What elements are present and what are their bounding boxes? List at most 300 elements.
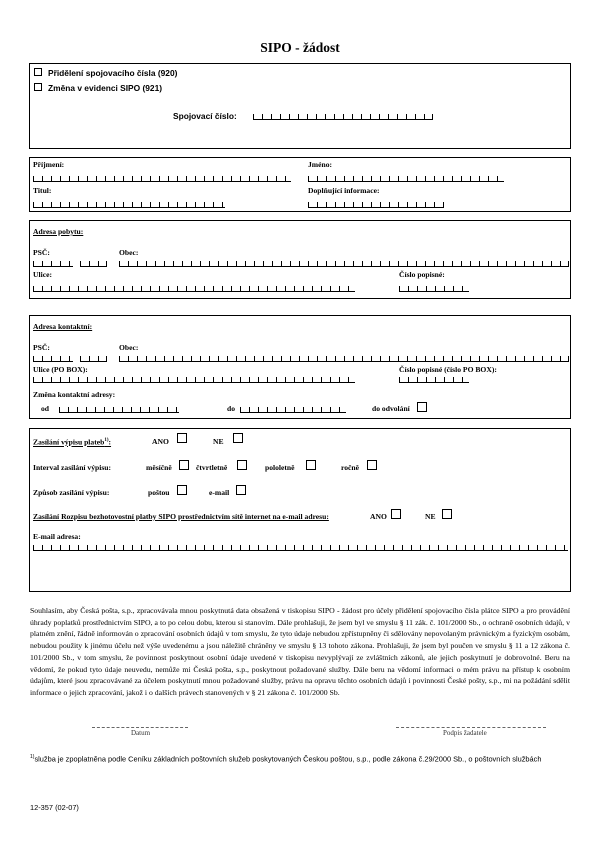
comb-tick xyxy=(68,407,69,412)
comb-tick xyxy=(60,261,61,266)
comb-tick xyxy=(344,202,345,207)
comb-tick xyxy=(137,356,138,361)
comb-tick xyxy=(276,176,277,181)
comb-tick xyxy=(317,202,318,207)
comb-tick xyxy=(411,545,412,550)
comb-tick xyxy=(258,377,259,382)
comb-tick xyxy=(344,261,345,266)
comb-tick xyxy=(488,356,489,361)
until-revoked-checkbox[interactable] xyxy=(417,402,427,412)
comb-tick xyxy=(470,261,471,266)
comb-tick xyxy=(258,545,259,550)
contact-number-field[interactable] xyxy=(399,378,469,383)
comb-tick xyxy=(51,261,52,266)
contact-psc-field-a[interactable] xyxy=(33,357,73,362)
comb-tick xyxy=(78,176,79,181)
change-from-field[interactable] xyxy=(59,408,179,413)
comb-tick xyxy=(285,545,286,550)
comb-tick xyxy=(362,202,363,207)
comb-tick xyxy=(231,286,232,291)
comb-tick xyxy=(389,176,390,181)
comb-tick xyxy=(149,407,150,412)
footnote-ref: 1) xyxy=(104,438,109,443)
comb-tick xyxy=(276,545,277,550)
comb-tick xyxy=(408,286,409,291)
comb-tick xyxy=(408,377,409,382)
comb-tick xyxy=(474,545,475,550)
comb-tick xyxy=(240,286,241,291)
comb-tick xyxy=(434,176,435,181)
residence-street-label: Ulice: xyxy=(33,270,52,279)
comb-tick xyxy=(303,377,304,382)
comb-tick xyxy=(434,202,435,207)
comb-tick xyxy=(33,286,34,291)
comb-tick xyxy=(227,356,228,361)
comb-tick xyxy=(389,356,390,361)
comb-tick xyxy=(551,356,552,361)
comb-tick xyxy=(33,261,34,266)
comb-tick xyxy=(236,261,237,266)
comb-tick xyxy=(285,176,286,181)
comb-tick xyxy=(119,356,120,361)
comb-tick xyxy=(132,202,133,207)
comb-tick xyxy=(51,356,52,361)
connection-number-label: Spojovací číslo: xyxy=(173,111,237,121)
monthly-label: měsíčně xyxy=(146,463,172,472)
page-title: SIPO - žádost xyxy=(260,40,340,55)
comb-tick xyxy=(344,356,345,361)
comb-tick xyxy=(80,356,81,361)
comb-tick xyxy=(105,545,106,550)
comb-tick xyxy=(141,377,142,382)
statement-yes-checkbox[interactable] xyxy=(177,433,187,443)
comb-tick xyxy=(380,261,381,266)
comb-tick xyxy=(407,356,408,361)
comb-tick xyxy=(69,286,70,291)
contact-obec-field[interactable] xyxy=(119,357,569,362)
email-method-checkbox[interactable] xyxy=(236,485,246,495)
comb-tick xyxy=(267,377,268,382)
comb-tick xyxy=(289,114,290,119)
comb-tick xyxy=(326,261,327,266)
residence-psc-label: PSČ: xyxy=(33,248,50,257)
comb-tick xyxy=(33,545,34,550)
comb-tick xyxy=(362,261,363,266)
contact-street-field[interactable] xyxy=(33,378,355,383)
comb-tick xyxy=(240,377,241,382)
comb-tick xyxy=(334,114,335,119)
residence-heading: Adresa pobytu: xyxy=(33,227,84,236)
comb-tick xyxy=(106,261,107,266)
comb-tick xyxy=(146,356,147,361)
comb-tick xyxy=(303,545,304,550)
comb-tick xyxy=(132,545,133,550)
comb-tick xyxy=(321,407,322,412)
comb-tick xyxy=(218,261,219,266)
comb-tick xyxy=(159,377,160,382)
monthly-checkbox[interactable] xyxy=(179,460,189,470)
comb-tick xyxy=(461,356,462,361)
comb-tick xyxy=(462,377,463,382)
comb-tick xyxy=(231,176,232,181)
comb-tick xyxy=(177,202,178,207)
comb-tick xyxy=(119,261,120,266)
comb-tick xyxy=(326,356,327,361)
comb-tick xyxy=(195,377,196,382)
comb-tick xyxy=(303,286,304,291)
comb-tick xyxy=(177,176,178,181)
comb-tick xyxy=(425,176,426,181)
comb-tick xyxy=(191,356,192,361)
comb-tick xyxy=(339,377,340,382)
comb-tick xyxy=(231,545,232,550)
comb-tick xyxy=(176,407,177,412)
comb-tick xyxy=(186,545,187,550)
comb-tick xyxy=(335,202,336,207)
comb-tick xyxy=(380,202,381,207)
residence-number-field[interactable] xyxy=(399,287,469,292)
half-yearly-label: pololetně xyxy=(265,463,295,472)
comb-tick xyxy=(330,377,331,382)
comb-tick xyxy=(158,407,159,412)
comb-tick xyxy=(492,545,493,550)
comb-tick xyxy=(132,286,133,291)
comb-tick xyxy=(362,176,363,181)
signature-label: Podpis žadatele xyxy=(443,729,487,737)
comb-tick xyxy=(285,407,286,412)
comb-tick xyxy=(371,202,372,207)
residence-street-field[interactable] xyxy=(33,287,355,292)
comb-tick xyxy=(280,114,281,119)
comb-tick xyxy=(87,202,88,207)
comb-tick xyxy=(312,407,313,412)
comb-tick xyxy=(551,261,552,266)
comb-tick xyxy=(438,545,439,550)
comb-tick xyxy=(168,377,169,382)
comb-tick xyxy=(204,286,205,291)
comb-tick xyxy=(435,377,436,382)
comb-tick xyxy=(209,261,210,266)
comb-tick xyxy=(276,377,277,382)
comb-tick xyxy=(51,377,52,382)
comb-tick xyxy=(98,261,99,266)
comb-tick xyxy=(42,202,43,207)
comb-tick xyxy=(339,407,340,412)
form-id: 12-357 (02-07) xyxy=(30,803,79,812)
checkbox-assignment[interactable] xyxy=(34,68,42,76)
comb-tick xyxy=(168,286,169,291)
comb-tick xyxy=(131,407,132,412)
comb-tick xyxy=(200,261,201,266)
comb-tick xyxy=(113,407,114,412)
comb-tick xyxy=(299,356,300,361)
email-address-label: E-mail adresa: xyxy=(33,532,81,541)
comb-tick xyxy=(533,261,534,266)
comb-tick xyxy=(420,545,421,550)
comb-tick xyxy=(330,407,331,412)
residence-obec-field[interactable] xyxy=(119,262,569,267)
comb-tick xyxy=(105,176,106,181)
comb-tick xyxy=(281,261,282,266)
comb-tick xyxy=(33,377,34,382)
comb-tick xyxy=(399,286,400,291)
comb-tick xyxy=(204,377,205,382)
comb-tick xyxy=(258,176,259,181)
comb-tick xyxy=(528,545,529,550)
comb-tick xyxy=(249,377,250,382)
quarterly-label: čtvrtletně xyxy=(196,463,228,472)
comb-tick xyxy=(371,261,372,266)
comb-tick xyxy=(416,176,417,181)
breakdown-label: Zasílání Rozpisu bezhotovostní platby SIPO prostřednictvím sítě internet na e-mail adresu: xyxy=(33,512,329,521)
quarterly-checkbox[interactable] xyxy=(237,460,247,470)
comb-tick xyxy=(123,545,124,550)
comb-tick xyxy=(330,545,331,550)
comb-tick xyxy=(444,286,445,291)
comb-tick xyxy=(258,286,259,291)
comb-tick xyxy=(218,356,219,361)
comb-tick xyxy=(444,377,445,382)
comb-tick xyxy=(276,286,277,291)
comb-tick xyxy=(227,261,228,266)
surname-field[interactable] xyxy=(33,177,291,182)
date-label: Datum xyxy=(131,729,151,737)
comb-tick xyxy=(195,545,196,550)
comb-tick xyxy=(254,356,255,361)
comb-tick xyxy=(393,545,394,550)
footnote-text: služba je zpoplatněna podle Ceníku základních poštovních služeb poskytovaných Českou poštou, s.p., podle zákona č.29/2000 Sb., o poštovních službách xyxy=(34,754,542,764)
comb-tick xyxy=(60,202,61,207)
comb-tick xyxy=(325,114,326,119)
comb-tick xyxy=(69,202,70,207)
comb-tick xyxy=(78,377,79,382)
comb-tick xyxy=(262,114,263,119)
comb-tick xyxy=(407,261,408,266)
comb-tick xyxy=(425,261,426,266)
comb-tick xyxy=(479,176,480,181)
comb-tick xyxy=(222,545,223,550)
interval-label: Interval zasílání výpisu: xyxy=(33,463,112,472)
comb-tick xyxy=(167,407,168,412)
comb-tick xyxy=(344,176,345,181)
breakdown-yes-label: ANO xyxy=(370,512,387,521)
comb-tick xyxy=(137,261,138,266)
comb-tick xyxy=(195,202,196,207)
comb-tick xyxy=(330,286,331,291)
comb-tick xyxy=(195,176,196,181)
statement-no-checkbox[interactable] xyxy=(233,433,243,443)
title-field[interactable] xyxy=(33,203,225,208)
comb-tick xyxy=(222,286,223,291)
comb-tick xyxy=(96,202,97,207)
comb-tick xyxy=(425,356,426,361)
comb-tick xyxy=(294,407,295,412)
comb-tick xyxy=(213,286,214,291)
change-to-field[interactable] xyxy=(240,408,346,413)
comb-tick xyxy=(398,261,399,266)
yearly-checkbox[interactable] xyxy=(367,460,377,470)
comb-tick xyxy=(51,176,52,181)
comb-tick xyxy=(443,176,444,181)
comb-tick xyxy=(231,377,232,382)
comb-tick xyxy=(524,356,525,361)
comb-tick xyxy=(51,545,52,550)
comb-tick xyxy=(140,407,141,412)
comb-tick xyxy=(456,545,457,550)
comb-tick xyxy=(312,545,313,550)
comb-tick xyxy=(222,176,223,181)
comb-tick xyxy=(69,377,70,382)
comb-tick xyxy=(506,261,507,266)
comb-tick xyxy=(416,356,417,361)
connection-number-field[interactable] xyxy=(253,115,433,120)
firstname-label: Jméno: xyxy=(308,160,333,169)
comb-tick xyxy=(308,202,309,207)
comb-tick xyxy=(285,286,286,291)
comb-tick xyxy=(95,407,96,412)
comb-tick xyxy=(398,356,399,361)
comb-tick xyxy=(87,286,88,291)
comb-tick xyxy=(263,356,264,361)
comb-tick xyxy=(263,261,264,266)
post-label: poštou xyxy=(148,488,170,497)
comb-tick xyxy=(435,286,436,291)
comb-tick xyxy=(515,356,516,361)
comb-tick xyxy=(462,286,463,291)
comb-tick xyxy=(177,545,178,550)
section-statement xyxy=(29,428,571,592)
date-line xyxy=(92,727,188,728)
comb-tick xyxy=(128,261,129,266)
comb-tick xyxy=(213,377,214,382)
post-checkbox[interactable] xyxy=(177,485,187,495)
comb-tick xyxy=(389,202,390,207)
comb-tick xyxy=(245,356,246,361)
comb-tick xyxy=(443,202,444,207)
comb-tick xyxy=(389,261,390,266)
comb-tick xyxy=(114,286,115,291)
comb-tick xyxy=(177,286,178,291)
comb-tick xyxy=(361,114,362,119)
option-change-label: Změna v evidenci SIPO (921) xyxy=(48,83,163,93)
comb-tick xyxy=(96,377,97,382)
residence-number-label: Číslo popisné: xyxy=(399,270,445,279)
statement-no-label: NE xyxy=(213,437,224,446)
comb-tick xyxy=(285,377,286,382)
comb-tick xyxy=(453,377,454,382)
email-address-field[interactable] xyxy=(33,546,568,551)
breakdown-no-checkbox[interactable] xyxy=(442,509,452,519)
comb-tick xyxy=(426,286,427,291)
comb-tick xyxy=(150,545,151,550)
checkbox-change[interactable] xyxy=(34,83,42,91)
comb-tick xyxy=(96,545,97,550)
comb-tick xyxy=(159,202,160,207)
comb-tick xyxy=(159,286,160,291)
comb-tick xyxy=(353,261,354,266)
comb-tick xyxy=(497,356,498,361)
comb-tick xyxy=(69,261,70,266)
signature-line xyxy=(396,727,546,728)
comb-tick xyxy=(568,261,569,266)
firstname-field[interactable] xyxy=(308,177,504,182)
comb-tick xyxy=(60,286,61,291)
comb-tick xyxy=(60,356,61,361)
comb-tick xyxy=(321,545,322,550)
breakdown-yes-checkbox[interactable] xyxy=(391,509,401,519)
half-yearly-checkbox[interactable] xyxy=(306,460,316,470)
comb-tick xyxy=(537,545,538,550)
comb-tick xyxy=(150,286,151,291)
contact-change-label: Změna kontaktní adresy: xyxy=(33,390,116,399)
comb-tick xyxy=(245,261,246,266)
surname-label: Příjmení: xyxy=(33,160,65,169)
comb-tick xyxy=(546,545,547,550)
comb-tick xyxy=(96,176,97,181)
statement-label: Zasílání výpisu plateb$^{1)}$: xyxy=(33,437,112,447)
comb-tick xyxy=(353,356,354,361)
comb-tick xyxy=(366,545,367,550)
breakdown-no-label: NE xyxy=(425,512,436,521)
comb-tick xyxy=(182,261,183,266)
additional-info-label: Doplňující informace: xyxy=(308,186,380,195)
comb-tick xyxy=(213,545,214,550)
comb-tick xyxy=(416,202,417,207)
comb-tick xyxy=(519,545,520,550)
additional-info-field[interactable] xyxy=(308,203,444,208)
comb-tick xyxy=(424,114,425,119)
contact-psc-field-b[interactable] xyxy=(80,357,107,362)
comb-tick xyxy=(168,545,169,550)
comb-tick xyxy=(434,261,435,266)
comb-tick xyxy=(267,176,268,181)
comb-tick xyxy=(168,176,169,181)
comb-tick xyxy=(105,377,106,382)
comb-tick xyxy=(402,545,403,550)
method-label: Způsob zasílání výpisu: xyxy=(33,488,110,497)
comb-tick xyxy=(339,286,340,291)
comb-tick xyxy=(33,356,34,361)
comb-tick xyxy=(294,545,295,550)
comb-tick xyxy=(150,176,151,181)
comb-tick xyxy=(195,286,196,291)
option-assignment-label: Přidělení spojovacího čísla (920) xyxy=(48,68,178,78)
comb-tick xyxy=(267,545,268,550)
comb-tick xyxy=(177,377,178,382)
residence-psc-field-b[interactable] xyxy=(80,262,107,267)
comb-tick xyxy=(294,377,295,382)
comb-tick xyxy=(321,286,322,291)
comb-tick xyxy=(150,202,151,207)
comb-tick xyxy=(78,286,79,291)
comb-tick xyxy=(375,545,376,550)
comb-tick xyxy=(555,545,556,550)
comb-tick xyxy=(417,286,418,291)
comb-tick xyxy=(312,377,313,382)
comb-tick xyxy=(294,286,295,291)
comb-tick xyxy=(59,407,60,412)
comb-tick xyxy=(87,377,88,382)
comb-tick xyxy=(267,286,268,291)
residence-psc-field-a[interactable] xyxy=(33,262,73,267)
comb-tick xyxy=(483,545,484,550)
comb-tick xyxy=(87,176,88,181)
comb-tick xyxy=(186,176,187,181)
comb-tick xyxy=(443,261,444,266)
comb-tick xyxy=(42,356,43,361)
comb-tick xyxy=(150,377,151,382)
comb-tick xyxy=(515,261,516,266)
